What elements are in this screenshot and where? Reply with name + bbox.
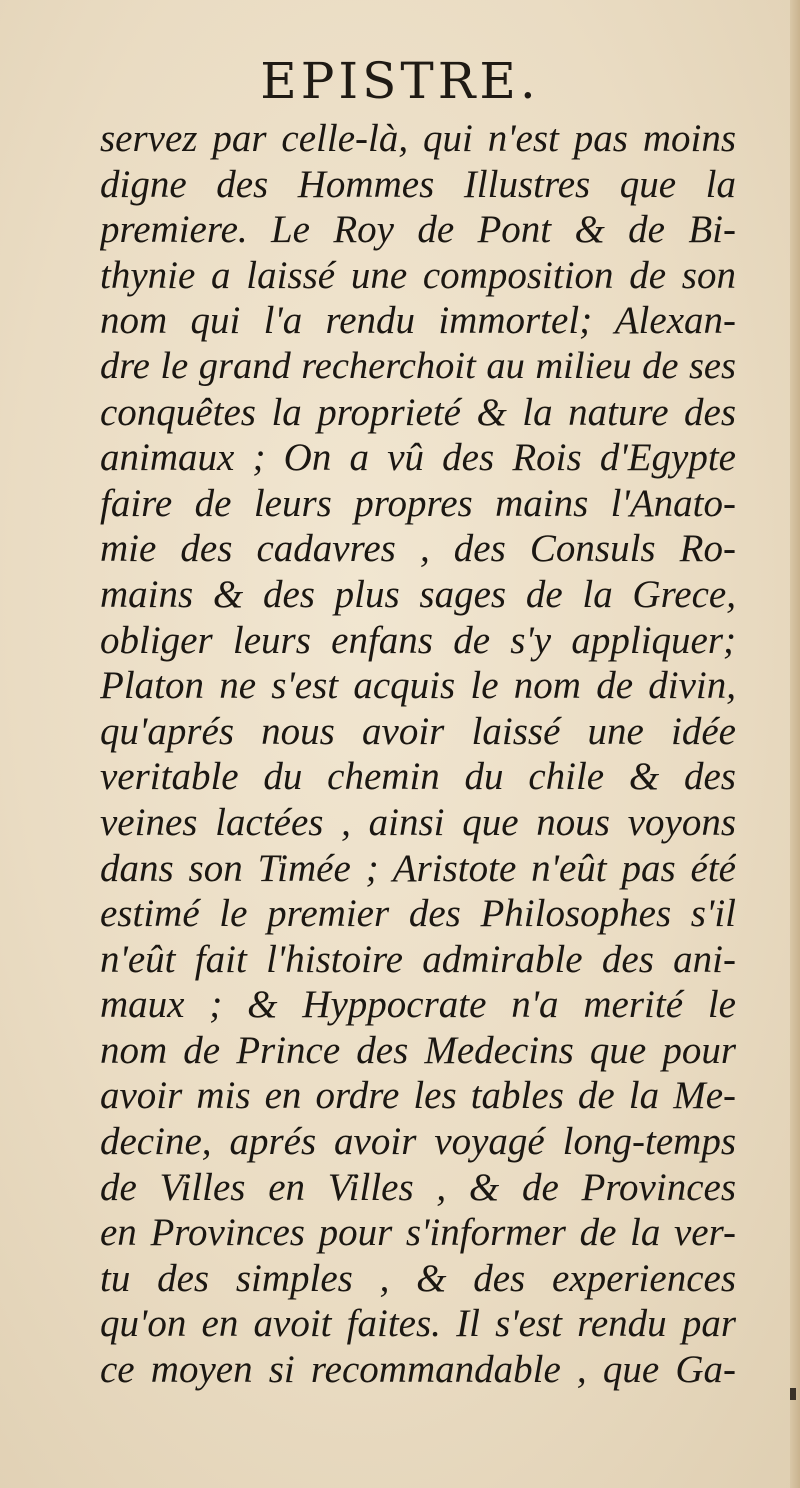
text-line: decine, aprés avoir voyagé long-temps	[100, 1120, 736, 1164]
text-line: obliger leurs enfans de s'y appliquer;	[100, 618, 736, 662]
text-line: dans son Timée ; Aristote n'eût pas été	[100, 846, 736, 890]
text-line: n'eût fait l'histoire admirable des ani-	[100, 937, 736, 981]
ink-mark	[790, 1388, 796, 1400]
text-line: conquêtes la proprieté & la nature des	[100, 390, 736, 434]
text-line: animaux ; On a vû des Rois d'Egypte	[100, 436, 736, 480]
page-edge	[790, 0, 800, 1488]
text-line: qu'on en avoit faites. Il s'est rendu par	[100, 1302, 736, 1346]
body-text	[100, 116, 736, 1393]
text-line: dre le grand recherchoit au milieu de ses	[100, 344, 736, 387]
text-line: digne des Hommes Illustres que la	[100, 162, 736, 206]
text-line: veritable du chemin du chile & des	[100, 755, 736, 799]
text-line: thynie a laissé une composition de son	[100, 253, 736, 297]
text-line: premiere. Le Roy de Pont & de Bi-	[100, 208, 736, 252]
text-line: nom qui l'a rendu immortel; Alexan-	[100, 299, 736, 343]
text-line: tu des simples , & des experiences	[100, 1256, 736, 1300]
text-line: veines lactées , ainsi que nous voyons	[100, 800, 736, 844]
text-line: servez par celle-là, qui n'est pas moins	[100, 117, 736, 160]
text-line: qu'aprés nous avoir laissé une idée	[100, 709, 736, 753]
text-line: mie des cadavres , des Consuls Ro-	[100, 527, 736, 571]
text-line: avoir mis en ordre les tables de la Me-	[100, 1074, 736, 1118]
text-line: ce moyen si recommandable , que Ga-	[100, 1348, 736, 1392]
page-header: EPISTRE.	[260, 52, 540, 110]
text-line: faire de leurs propres mains l'Anato-	[100, 481, 736, 525]
text-line: mains & des plus sages de la Grece,	[100, 572, 736, 616]
text-line: de Villes en Villes , & de Provinces	[100, 1165, 736, 1209]
text-line: estimé le premier des Philosophes s'il	[100, 892, 736, 936]
text-line: nom de Prince des Medecins que pour	[100, 1028, 736, 1072]
text-line: maux ; & Hyppocrate n'a merité le	[100, 983, 736, 1027]
text-line: en Provinces pour s'informer de la ver-	[100, 1211, 736, 1255]
text-line: Platon ne s'est acquis le nom de divin,	[100, 664, 736, 708]
